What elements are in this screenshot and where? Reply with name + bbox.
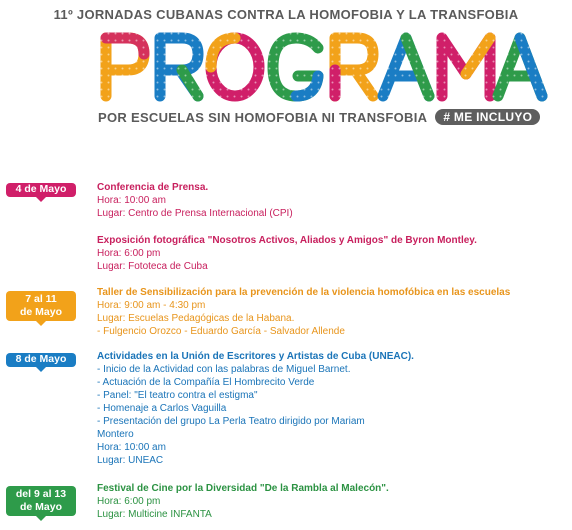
event-line: Lugar: Multicine INFANTA — [97, 509, 212, 520]
subtitle-row — [98, 108, 540, 126]
hashtag-badge: # ME INCLUYO — [435, 109, 540, 125]
event-title: Taller de Sensibilización para la prevención de la violencia homofóbica en las escuelas — [97, 287, 511, 298]
event-title: Festival de Cine por la Diversidad "De la Rambla al Malecón". — [97, 483, 389, 494]
event-taller — [97, 286, 572, 338]
event-line: - Presentación del grupo La Perla Teatro dirigido por Mariam — [97, 416, 365, 427]
event-line: Lugar: Escuelas Pedagógicas de la Habana. — [97, 313, 295, 324]
subtitle: POR ESCUELAS SIN HOMOFOBIA NI TRANSFOBIA — [98, 109, 428, 125]
event-line: - Inicio de la Actividad con las palabras de Miguel Barnet. — [97, 364, 351, 375]
event-title: Actividades en la Unión de Escritores y Artistas de Cuba (UNEAC). — [97, 351, 414, 362]
event-line: - Homenaje a Carlos Vaguilla — [97, 403, 227, 414]
event-festival-cine — [97, 482, 572, 521]
event-line: - Actuación de la Compañía El Hombrecito Verde — [97, 377, 315, 388]
event-line: Hora: 6:00 pm — [97, 496, 161, 507]
event-line: Hora: 10:00 am — [97, 442, 166, 453]
programa-title — [98, 30, 550, 102]
top-title: 11º JORNADAS CUBANAS CONTRA LA HOMOFOBIA Y LA TRANSFOBIA — [53, 7, 519, 22]
event-line: - Fulgencio Orozco - Eduardo García - Salvador Allende — [97, 326, 345, 337]
event-line: Montero — [97, 429, 134, 440]
event-line: - Panel: "El teatro contra el estigma" — [97, 390, 258, 401]
date-badge-9-13-mayo: del 9 al 13 de Mayo — [6, 486, 76, 516]
event-exposicion — [97, 234, 572, 273]
event-uneac — [97, 350, 572, 467]
event-line: Hora: 9:00 am - 4:30 pm — [97, 300, 206, 311]
event-line: Hora: 6:00 pm — [97, 248, 161, 259]
event-title: Exposición fotográfica "Nosotros Activos, Aliados y Amigos" de Byron Montley. — [97, 235, 477, 246]
date-badge-8-mayo: 8 de Mayo — [6, 353, 76, 367]
event-title: Conferencia de Prensa. — [97, 182, 209, 193]
event-conferencia — [97, 181, 572, 220]
event-line: Hora: 10:00 am — [97, 195, 166, 206]
date-badge-7-11-mayo: 7 al 11 de Mayo — [6, 291, 76, 321]
date-badge-4-mayo: 4 de Mayo — [6, 183, 76, 197]
event-line: Lugar: Centro de Prensa Internacional (CPI) — [97, 208, 293, 219]
event-line: Lugar: Fototeca de Cuba — [97, 261, 208, 272]
event-line: Lugar: UNEAC — [97, 455, 164, 466]
